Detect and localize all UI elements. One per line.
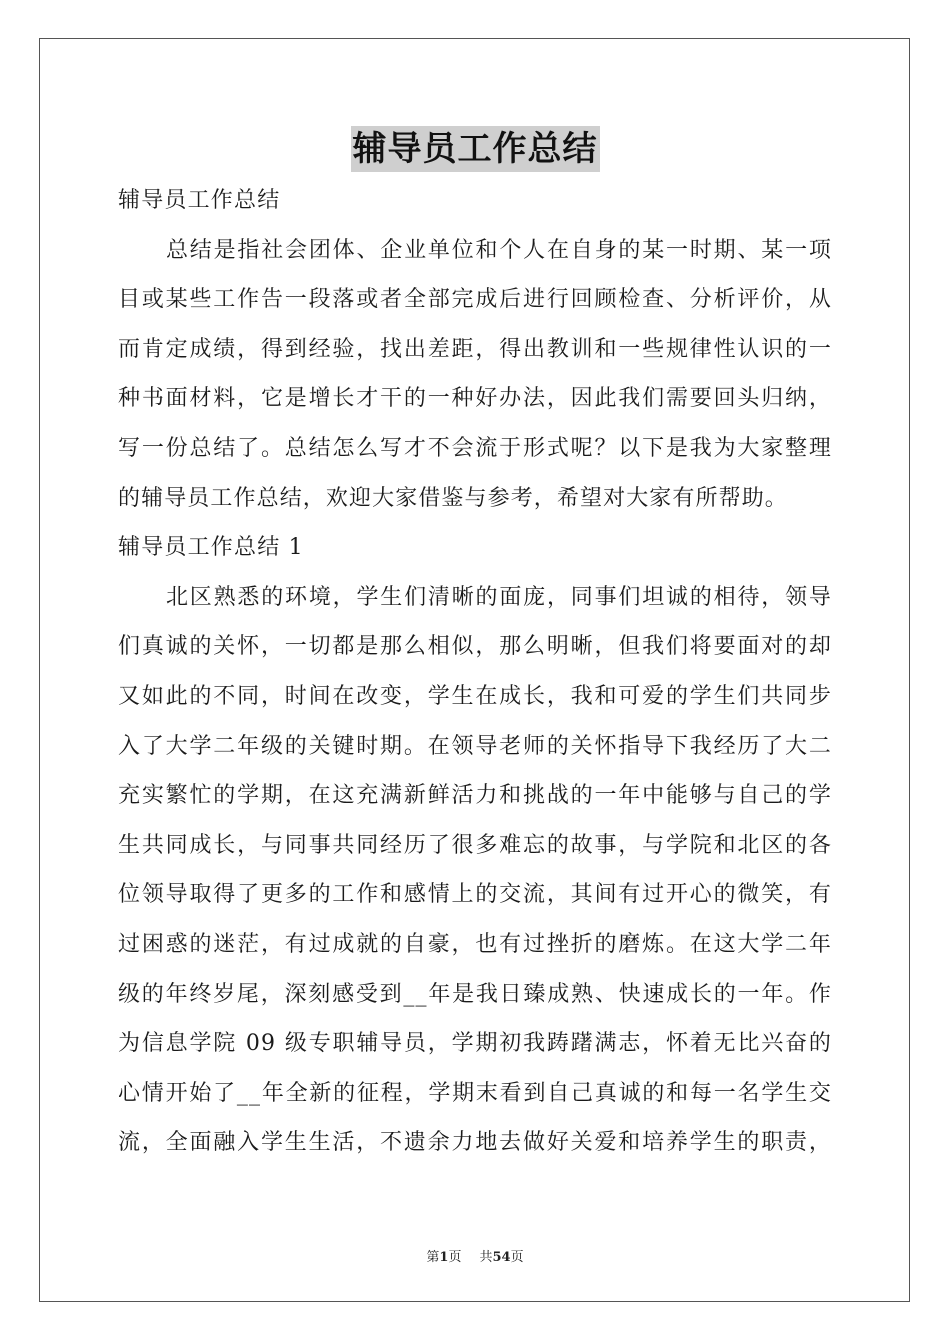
section-line: 为信息学院 09 级专职辅导员，学期初我踌躇满志，怀着无比兴奋的 — [118, 1031, 832, 1057]
section-line: 入了大学二年级的关键时期。在领导老师的关怀指导下我经历了大二 — [118, 733, 832, 759]
section-line: 过困惑的迷茫，有过成就的自豪，也有过挫折的磨炼。在这大学二年 — [118, 931, 832, 957]
section-line: 北区熟悉的环境，学生们清晰的面庞，同事们坦诚的相待，领导 — [166, 584, 832, 610]
title-wrap — [0, 126, 950, 172]
section-line: 流，全面融入学生生活，不遗余力地去做好关爱和培养学生的职责， — [118, 1130, 832, 1156]
total-prefix: 共 — [479, 1250, 493, 1265]
section-line: 级的年终岁尾，深刻感受到__年是我日臻成熟、快速成长的一年。作 — [118, 981, 832, 1007]
intro-line: 总结是指社会团体、企业单位和个人在自身的某一时期、某一项 — [166, 237, 832, 263]
section-line: 生共同成长，与同事共同经历了很多难忘的故事，与学院和北区的各 — [118, 832, 832, 858]
document-title: 辅导员工作总结 — [351, 126, 600, 172]
section-line: 们真诚的关怀，一切都是那么相似，那么明晰，但我们将要面对的却 — [118, 634, 832, 660]
intro-line: 种书面材料，它是增长才干的一种好办法，因此我们需要回头归纳， — [118, 386, 832, 412]
page-footer — [0, 1246, 950, 1265]
total-unit: 页 — [510, 1250, 524, 1265]
intro-heading: 辅导员工作总结 — [118, 188, 281, 213]
section-line: 心情开始了__年全新的征程，学期末看到自己真诚的和每一名学生交 — [118, 1080, 832, 1106]
page-current: 1 — [439, 1250, 449, 1265]
section-heading: 辅导员工作总结 1 — [118, 535, 304, 561]
section-line: 又如此的不同，时间在改变，学生在成长，我和可爱的学生们共同步 — [118, 683, 832, 709]
section-line: 位领导取得了更多的工作和感情上的交流，其间有过开心的微笑，有 — [118, 882, 832, 908]
intro-line: 目或某些工作告一段落或者全部完成后进行回顾检查、分析评价，从 — [118, 287, 832, 313]
page-total: 54 — [492, 1250, 511, 1265]
page-prefix: 第 — [426, 1250, 440, 1265]
page-unit: 页 — [448, 1250, 462, 1265]
section-line: 充实繁忙的学期，在这充满新鲜活力和挑战的一年中能够与自己的学 — [118, 783, 832, 809]
intro-line: 的辅导员工作总结，欢迎大家借鉴与参考，希望对大家有所帮助。 — [118, 485, 788, 511]
intro-line: 而肯定成绩，得到经验，找出差距，得出教训和一些规律性认识的一 — [118, 336, 832, 362]
document-body — [118, 176, 832, 1168]
intro-line: 写一份总结了。总结怎么写才不会流于形式呢？以下是我为大家整理 — [118, 435, 832, 461]
